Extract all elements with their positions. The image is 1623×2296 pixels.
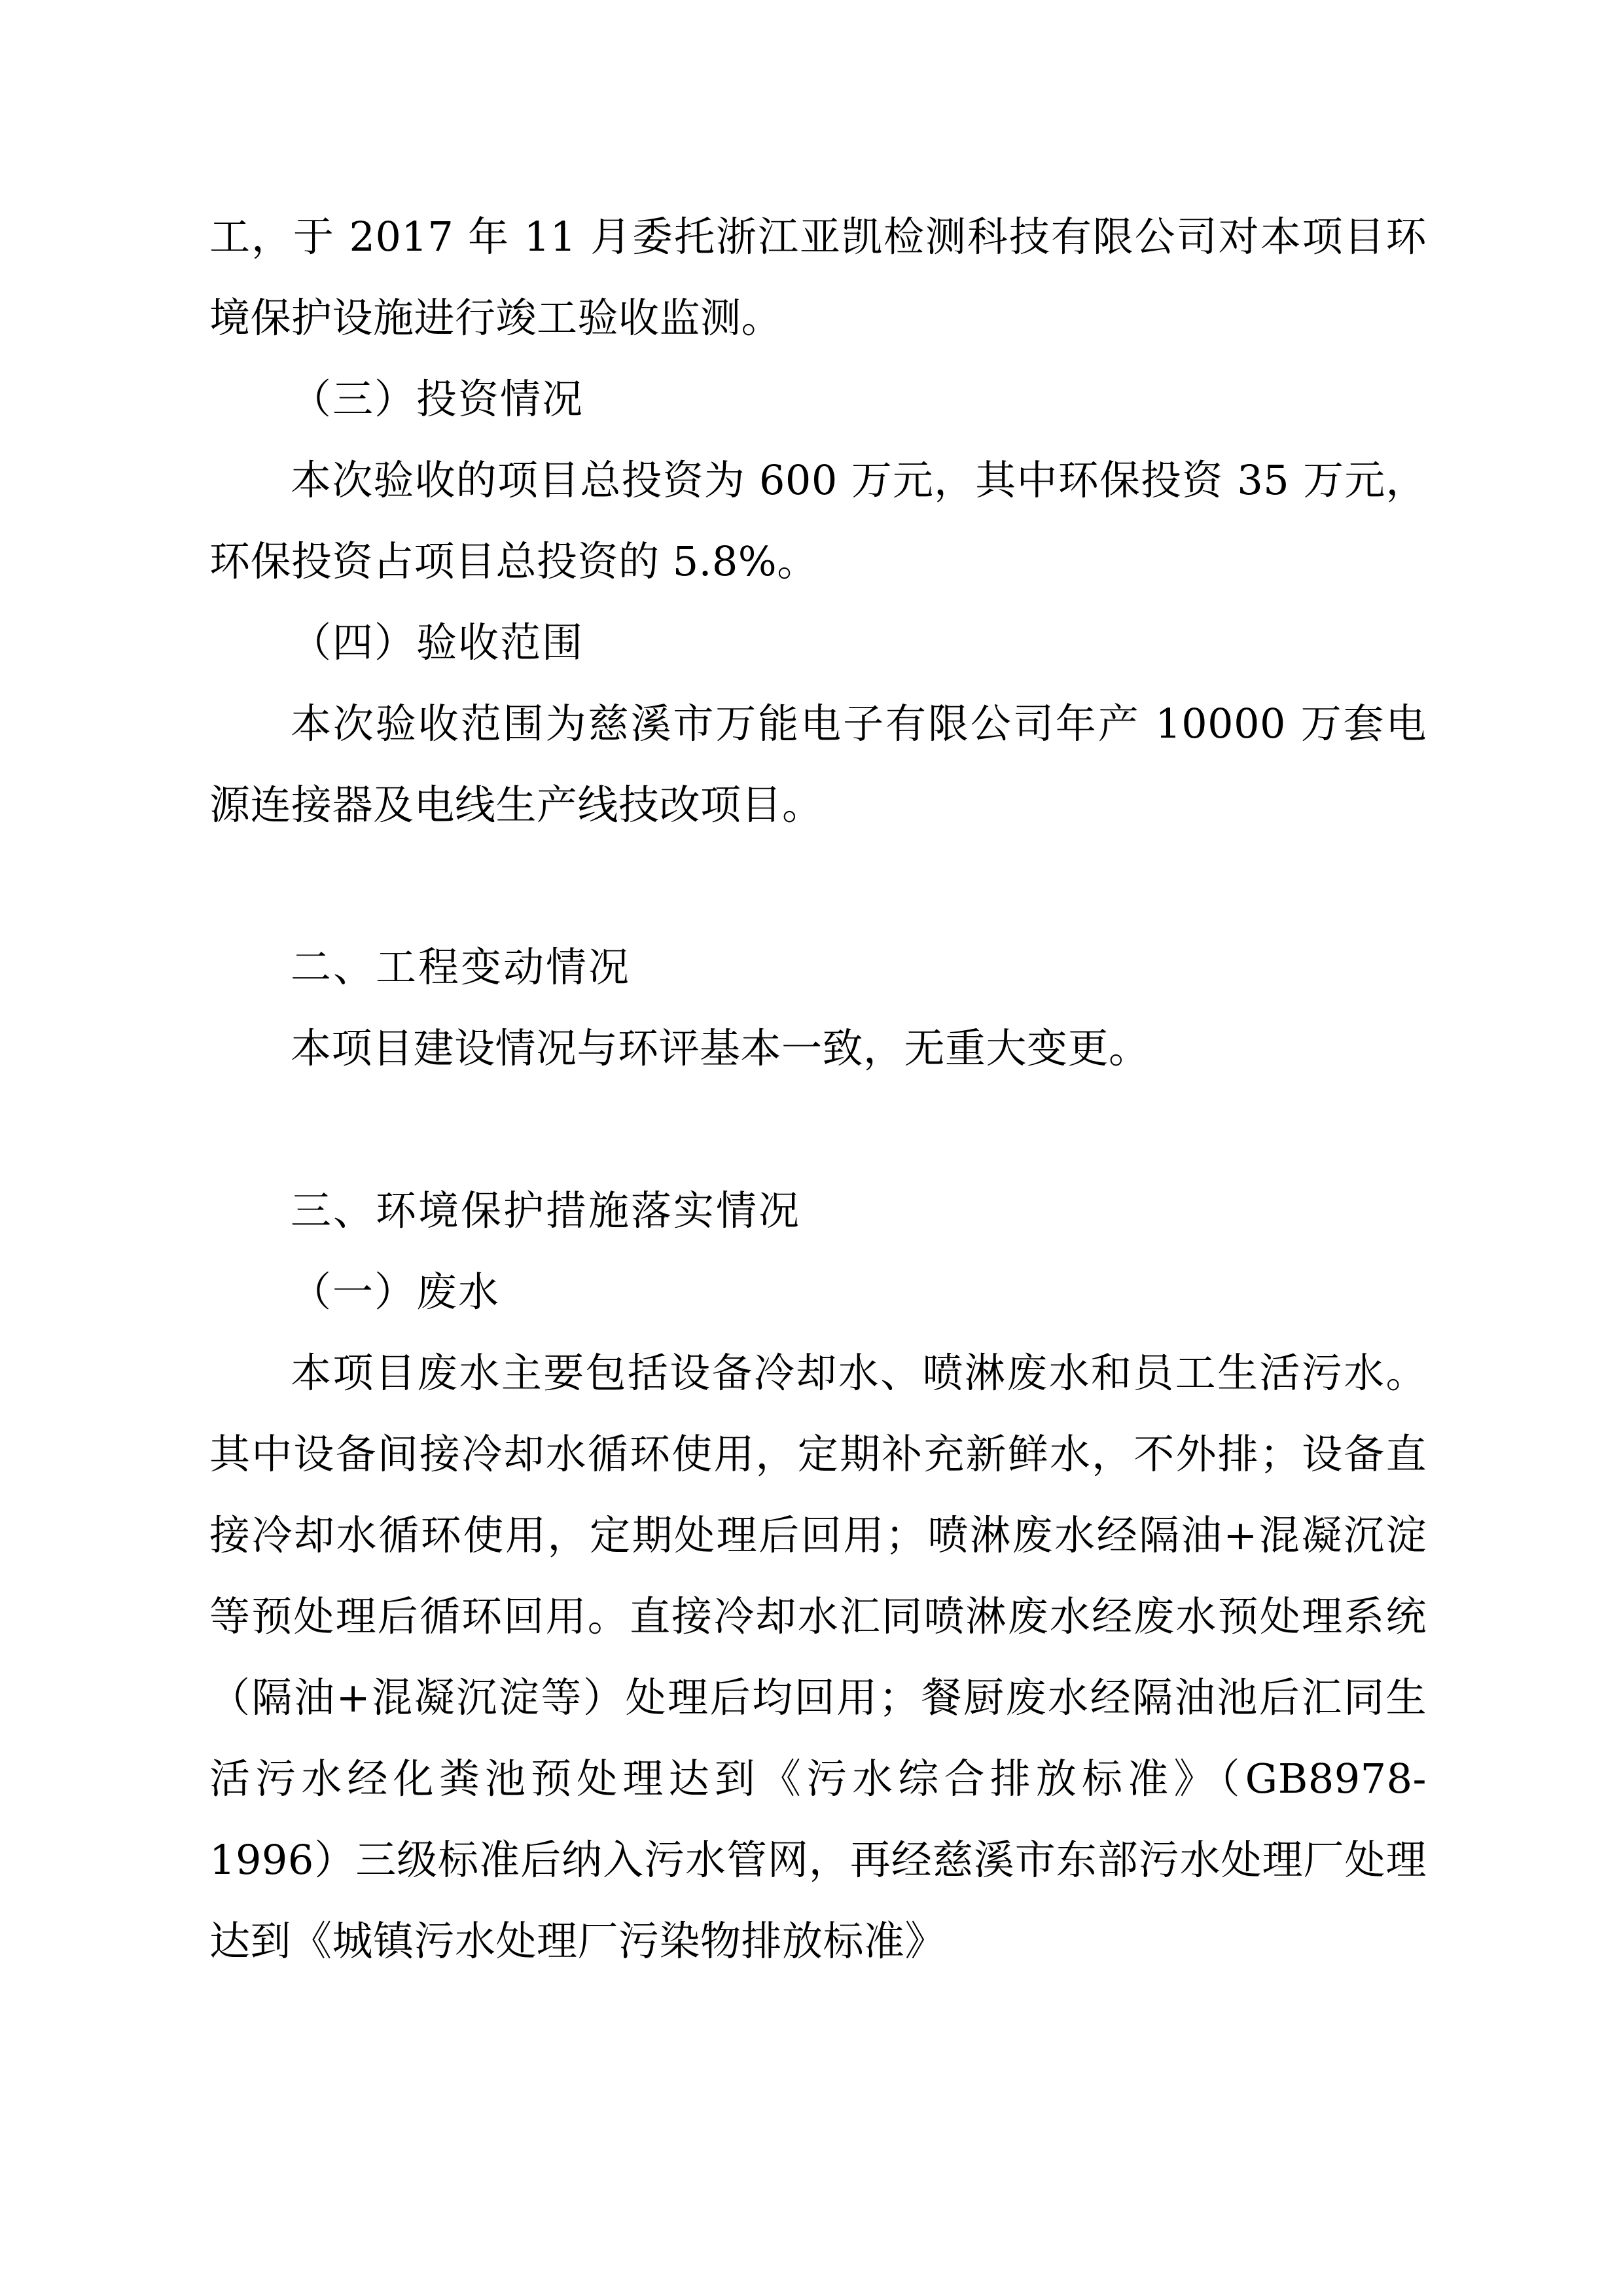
heading-wastewater: （一）废水 <box>291 1268 501 1316</box>
paragraph-continuation: 工，于 2017 年 11 月委托浙江亚凯检测科技有限公司对本项目环境保护设施进行竣工验收监测。 <box>209 213 1427 342</box>
heading-section-engineering-changes: 二、工程变动情况 <box>291 943 632 991</box>
heading-acceptance-scope: （四）验收范围 <box>291 619 584 666</box>
heading-section-env-measures: 三、环境保护措施落实情况 <box>291 1187 802 1234</box>
paragraph-investment: 本次验收的项目总投资为 600 万元，其中环保投资 35 万元，环保投资占项目总投资的 5.8%。 <box>209 456 1427 585</box>
paragraph-wastewater: 本项目废水主要包括设备冷却水、喷淋废水和员工生活污水。其中设备间接冷却水循环使用，定期补充新鲜水，不外排；设备直接冷却水循环使用，定期处理后回用；喷淋废水经隔油+混凝沉淀等预处理后循环回用。直接冷却水汇同喷淋废水经废水预处理系统（隔油+混凝沉淀等）处理后均回用；餐厨废水经隔油池后汇同生活污水经化粪池预处理达到《污水综合排放标准》（GB8978-1996）三级标准后纳入污水管网，再经慈溪市东部污水处理厂处理达到《城镇污水处理厂污染物排放标准》 <box>209 1349 1427 1965</box>
heading-investment: （三）投资情况 <box>291 375 584 423</box>
spacer-before-section-3 <box>209 1089 1427 1170</box>
paragraph-engineering-changes: 本项目建设情况与环评基本一致，无重大变更。 <box>291 1024 1150 1072</box>
paragraph-acceptance-scope: 本次验收范围为慈溪市万能电子有限公司年产 10000 万套电源连接器及电线生产线技改项目。 <box>209 700 1427 829</box>
document-body <box>209 196 1427 1982</box>
spacer-before-section-2 <box>209 846 1427 927</box>
